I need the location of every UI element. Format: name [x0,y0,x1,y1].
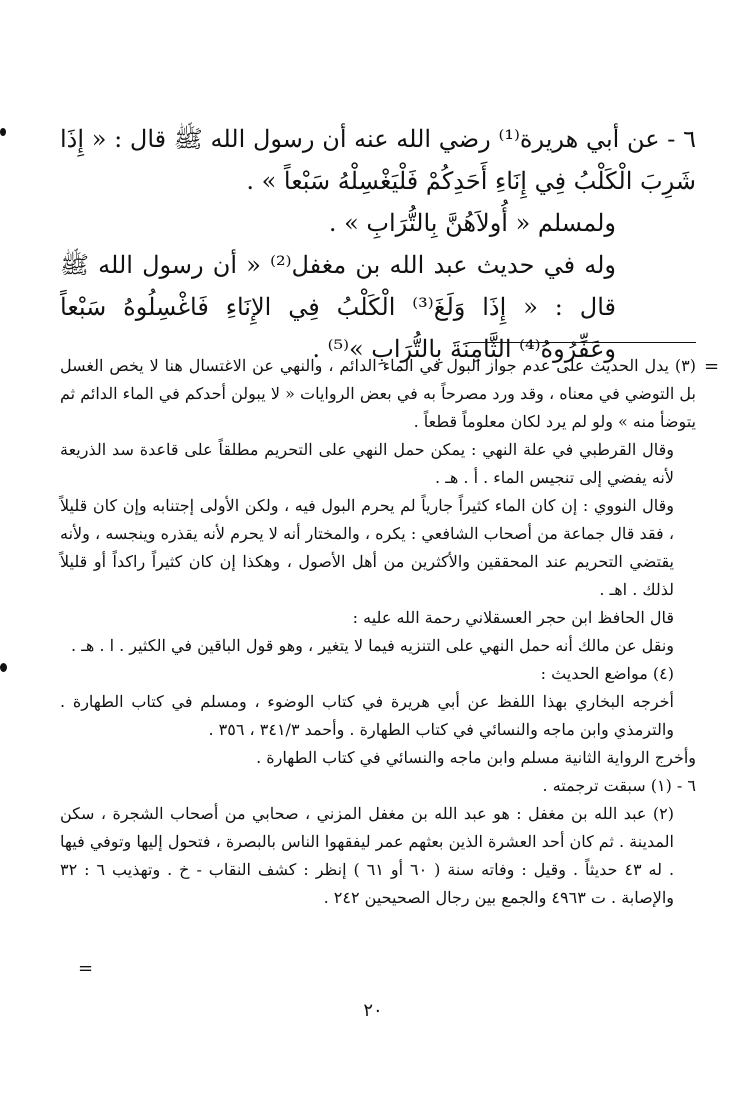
page-number: ٢٠ [363,1000,383,1021]
hadith-paragraph-3: وله في حديث عبد الله بن مغفل⁽²⁾ « أن رسول الله ﷺ قال : « إِذَا وَلَغَ⁽³⁾ الْكَلْبُ فِي الإِنَاءِ فَاغْسِلُوهُ سَبْعاً وعَفِّرُوهُ⁽⁴⁾ الثَّامِنَةَ بِالتُّرَابِ »⁽⁵⁾ . [60,251,616,363]
footnote-4-heading: (٤) مواضع الحديث : [540,664,674,683]
footnote-3-b: وقال القرطبي في علة النهي : يمكن حمل النهي على التحريم مطلقاً على قاعدة سد الذريعة لأنه يفضي إلى تنجيس الماء . أ . هـ . [60,440,675,487]
continuation-marker-bottom: = [78,958,94,979]
footnote-3-e: ونقل عن مالك أنه حمل النهي على التنزيه فيما لا يتغير ، وهو قول الباقين في الكثير . ا . هـ . [71,636,674,655]
hadith-paragraph-2: ولمسلم « أُولاَهُنَّ بِالتُّرَابِ » . [328,209,616,237]
footnote-3-d: قال الحافظ ابن حجر العسقلاني رحمة الله عليه : [352,608,674,627]
footnote-4-a: أخرجه البخاري بهذا اللفظ عن أبي هريرة في كتاب الوضوء ، ومسلم في كتاب الطهارة . والترمذي وابن ماجه والنسائي في كتاب الطهارة . وأحمد ٣٤١/٣ ، ٣٥٦ . [60,692,674,739]
footnote-6-2: (٢) عبد الله بن مغفل : هو عبد الله بن مغفل المزني ، صحابي من أصحاب الشجرة ، سكن المدينة . ثم كان أحد العشرة الذين بعثهم عمر ليفقهوا الناس بالبصرة ، فتحول إليها وتوفي فيها . له ٤٣ حديثاً . وقيل : وفاته سنة ( ٦٠ أو ٦١ ) إنظر : كشف النقاب - خ . وتهذيب ٦ : ٣٢ والإصابة . ت ٤٩٦٣ والجمع بين رجال الصحيحين ٢٤٢ . [60,804,675,907]
continuation-marker-top: = [704,356,720,377]
footnotes [60,352,696,912]
footnote-3-a: (٣) يدل الحديث على عدم جواز البول في الماء الدائم ، والنهي عن الاغتسال هنا لا يخص الغسل بل التوضي في معناه ، وقد ورد مصرحاً به في بعض الروايات « لا يبولن أحدكم في الماء الدائم ثم يتوضأ منه » ولو لم يرد لكان معلوماً قطعاً . [60,356,696,431]
footnote-separator [468,342,696,343]
main-text [60,118,696,370]
footnote-6-1: ٦ - (١) سبقت ترجمته . [542,776,696,795]
footnote-4-b: وأخرج الرواية الثانية مسلم وابن ماجه والنسائي في كتاب الطهارة . [256,748,696,767]
footnote-3-c: وقال النووي : إن كان الماء كثيراً جارياً لم يحرم البول فيه ، ولكن الأولى إجتنابه وإن كان قليلاً ، فقد قال جماعة من أصحاب الشافعي : يكره ، والمختار أنه لا يحرم لأنه يقذره وينجسه ، ولأنه يقتضي التحريم عند المحققين والأكثرين من أهل الأصول ، وهكذا إن كان كثيراً راكداً أو قليلاً لذلك . اهـ . [60,496,675,599]
hadith-paragraph-1: ٦ - عن أبي هريرة⁽¹⁾ رضي الله عنه أن رسول الله ﷺ قال : « إِذَا شَرِبَ الْكَلْبُ فِي إِنَاءِ أَحَدِكُمْ فَلْيَغْسِلْهُ سَبْعاً » . [60,125,696,195]
scan-speck-middle-left [0,663,7,672]
scan-speck-top-left [0,128,6,136]
